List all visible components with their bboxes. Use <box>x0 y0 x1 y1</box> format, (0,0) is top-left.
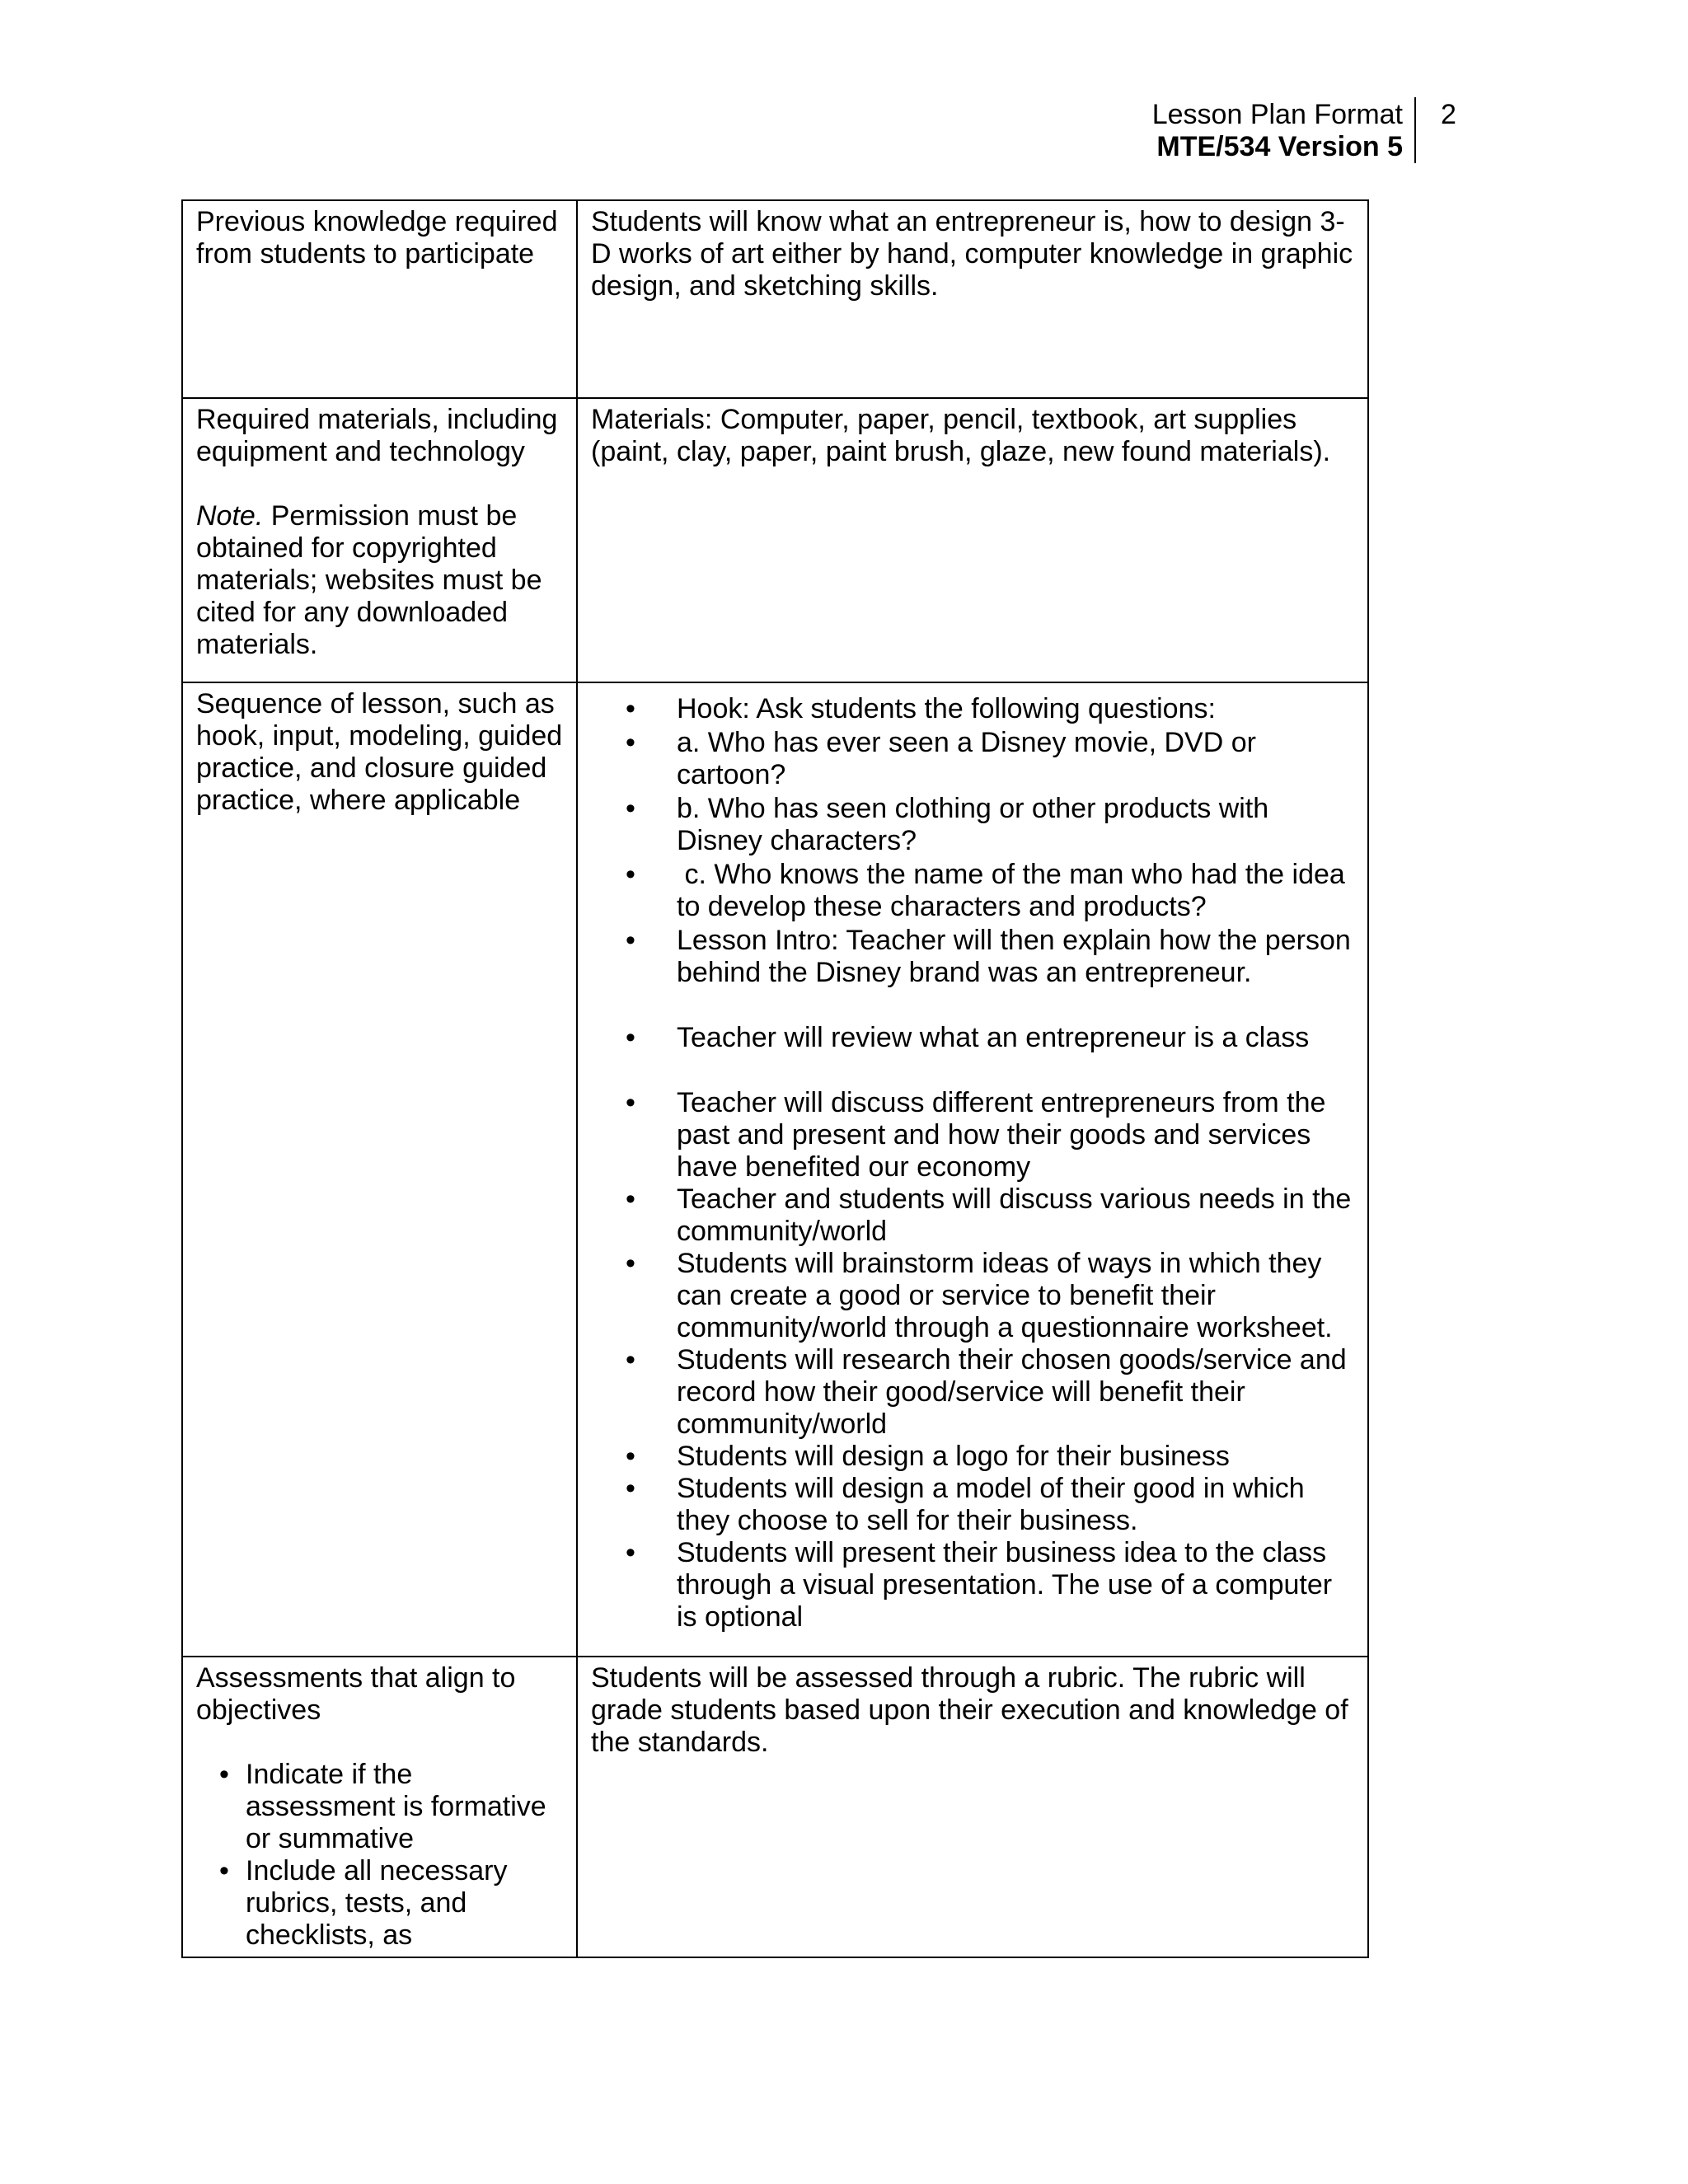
header-title: Lesson Plan Format <box>1151 99 1403 130</box>
row-label-cell <box>182 398 577 682</box>
header-version: MTE/534 Version 5 <box>1156 131 1403 162</box>
row-label-cell <box>182 1657 577 1957</box>
list-item: • Students will research their chosen goods/service and record how their good/service will benefit their community/world <box>626 1344 1347 1440</box>
row-content-cell <box>577 398 1368 682</box>
permission-note <box>196 500 563 661</box>
table-row <box>182 398 1368 682</box>
note-text: Permission must be obtained for copyrighted materials; websites must be cited for any downloaded materials. <box>196 500 542 660</box>
page-header <box>989 97 1424 165</box>
bullet-icon: • <box>626 693 635 724</box>
row-content: Students will know what an entrepreneur is, how to design 3-D works of art either by hand, computer knowledge in graphic design, and sketching skills. <box>591 206 1353 302</box>
bullet-icon: • <box>219 1759 229 1790</box>
list-item: • Indicate if the assessment is formative or summative <box>219 1759 546 1854</box>
page-number: 2 <box>1441 99 1456 130</box>
lesson-sequence-list <box>591 693 1354 1633</box>
bullet-icon: • <box>626 1441 635 1472</box>
bullet-icon: • <box>626 925 635 956</box>
list-item: • b. Who has seen clothing or other products with Disney characters? <box>626 793 1269 856</box>
list-item: • Hook: Ask students the following questions: <box>626 693 1216 724</box>
header-divider <box>1414 97 1416 163</box>
row-label: Assessments that align to objectives <box>196 1662 516 1726</box>
list-item: • Teacher will discuss different entrepreneurs from the past and present and how their goods and services have benefited our economy <box>626 1087 1326 1183</box>
row-content-cell <box>577 1657 1368 1957</box>
list-item: • Students will present their business idea to the class through a visual presentation. The use of a computer is optional <box>626 1537 1333 1633</box>
lesson-plan-table <box>181 199 1369 1958</box>
row-content: Students will be assessed through a rubric. The rubric will grade students based upon their execution and knowledge of the standards. <box>591 1662 1348 1758</box>
bullet-icon: • <box>626 1344 635 1376</box>
row-label-cell <box>182 200 577 398</box>
header-text <box>1152 99 1403 163</box>
bullet-icon: • <box>626 793 635 824</box>
row-label: Sequence of lesson, such as hook, input, modeling, guided practice, and closure guided practice, where applicable <box>196 688 563 816</box>
row-label: Previous knowledge required from students to participate <box>196 206 558 269</box>
bullet-icon: • <box>626 1087 635 1118</box>
bullet-icon: • <box>626 859 635 890</box>
list-item: • c. Who knows the name of the man who had the idea to develop these characters and products? <box>626 859 1353 922</box>
bullet-icon: • <box>626 1183 635 1215</box>
list-item: • a. Who has ever seen a Disney movie, DVD or cartoon? <box>626 727 1256 790</box>
table-row <box>182 682 1368 1657</box>
row-content-cell <box>577 200 1368 398</box>
bullet-icon: • <box>626 1537 635 1568</box>
bullet-icon: • <box>626 1022 635 1053</box>
row-content-cell <box>577 682 1368 1657</box>
table-row <box>182 200 1368 398</box>
row-label: Required materials, including equipment and technology <box>196 404 558 467</box>
list-item: • Students will design a model of their good in which they choose to sell for their business. <box>626 1473 1305 1536</box>
list-item: • Teacher and students will discuss various needs in the community/world <box>626 1183 1352 1247</box>
list-item: • Teacher will review what an entrepreneur is a class <box>626 1022 1310 1053</box>
row-content: Materials: Computer, paper, pencil, textbook, art supplies (paint, clay, paper, paint brush, glaze, new found materials). <box>591 404 1331 467</box>
list-item: • Students will design a logo for their business <box>626 1441 1230 1472</box>
note-label: Note. <box>196 500 264 532</box>
bullet-icon: • <box>219 1855 229 1886</box>
bullet-icon: • <box>626 727 635 758</box>
list-item: • Include all necessary rubrics, tests, and checklists, as <box>219 1855 508 1951</box>
bullet-icon: • <box>626 1248 635 1279</box>
assessment-sublist <box>196 1759 563 1952</box>
row-label-cell <box>182 682 577 1657</box>
table-row <box>182 1657 1368 1957</box>
bullet-icon: • <box>626 1473 635 1504</box>
list-item: • Students will brainstorm ideas of ways in which they can create a good or service to benefit their community/world through a questionnaire worksheet. <box>626 1248 1333 1343</box>
list-item: • Lesson Intro: Teacher will then explain how the person behind the Disney brand was an entrepreneur. <box>626 925 1351 988</box>
